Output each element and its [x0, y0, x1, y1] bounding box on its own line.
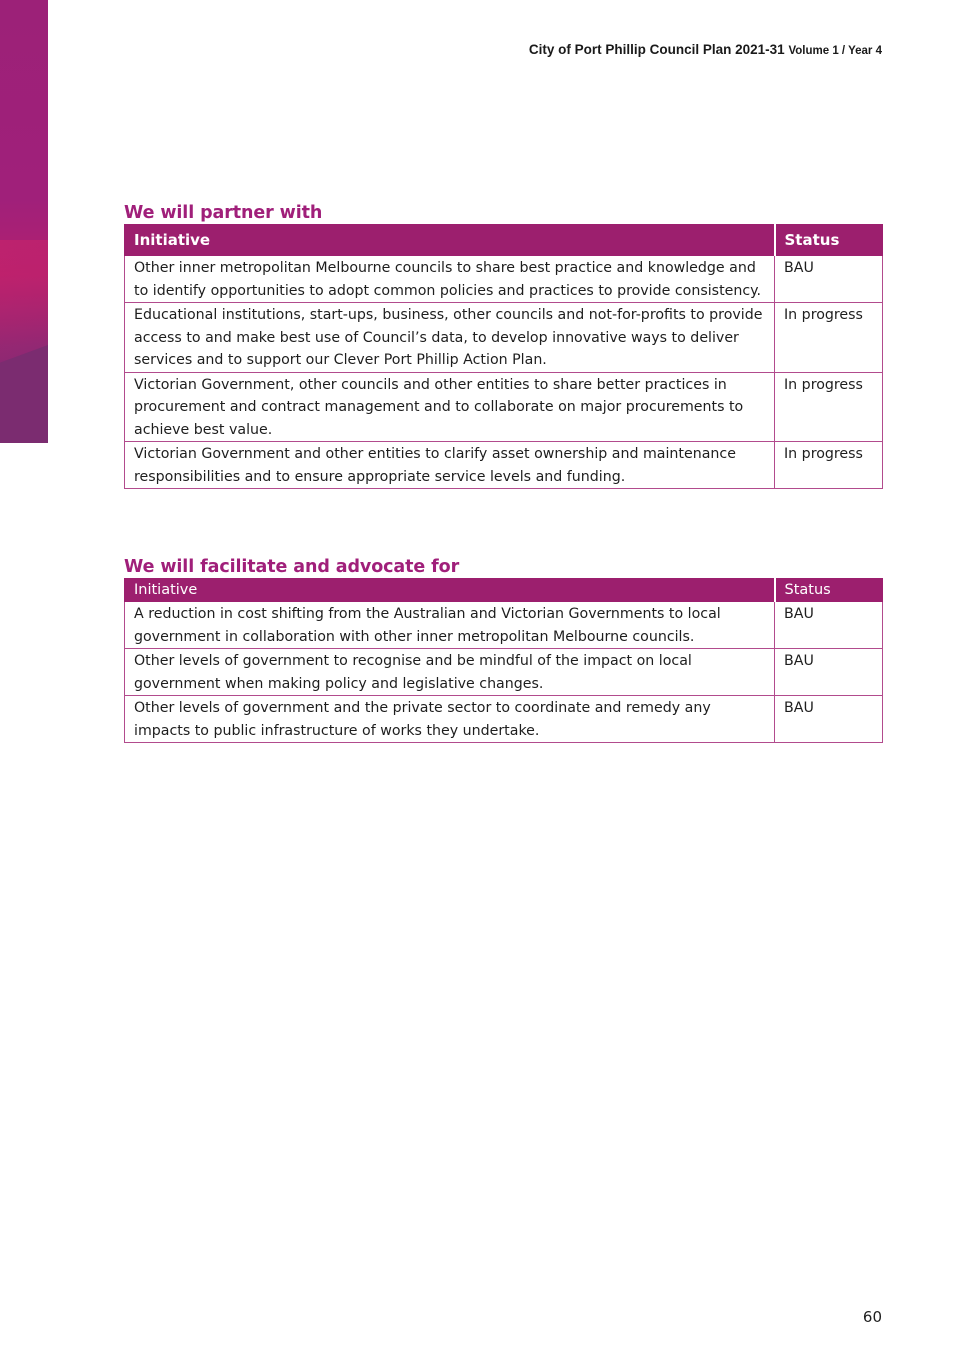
- status-column-header: Status: [775, 225, 883, 256]
- table-header-row: [125, 579, 883, 602]
- side-band-facet: [0, 240, 48, 360]
- status-cell: In progress: [775, 303, 883, 373]
- table-header-row: [125, 225, 883, 256]
- initiative-cell: Other inner metropolitan Melbourne councils to share best practice and knowledge and to identify opportunities to adopt common policies and practices to provide consistency.: [125, 256, 775, 303]
- status-cell: BAU: [775, 256, 883, 303]
- initiative-cell: Victorian Government and other entities to clarify asset ownership and maintenance responsibilities and to ensure appropriate service levels and funding.: [125, 442, 775, 489]
- initiative-column-header: Initiative: [125, 225, 775, 256]
- advocate-section: [124, 556, 882, 743]
- partner-section: [124, 202, 882, 489]
- status-column-header: Status: [775, 579, 883, 602]
- advocate-table: [124, 578, 883, 743]
- partner-heading: We will partner with: [124, 203, 323, 223]
- decorative-side-band: [0, 0, 48, 443]
- table-row: [125, 303, 883, 373]
- status-cell: In progress: [775, 442, 883, 489]
- initiative-cell: Other levels of government to recognise and be mindful of the impact on local government when making policy and legislative changes.: [125, 649, 775, 696]
- table-row: [125, 256, 883, 303]
- initiative-cell: Victorian Government, other councils and other entities to share better practices in procurement and contract management and to collaborate on major procurements to achieve best value.: [125, 372, 775, 442]
- initiative-cell: Other levels of government and the private sector to coordinate and remedy any impacts to public infrastructure of works they undertake.: [125, 696, 775, 743]
- table-row: [125, 696, 883, 743]
- table-row: [125, 649, 883, 696]
- initiative-cell: A reduction in cost shifting from the Australian and Victorian Governments to local government in collaboration with other inner metropolitan Melbourne councils.: [125, 602, 775, 649]
- table-row: [125, 372, 883, 442]
- document-title: City of Port Phillip Council Plan 2021-31: [528, 42, 785, 57]
- advocate-heading: We will facilitate and advocate for: [124, 557, 460, 577]
- volume-label: Volume 1 / Year 4: [788, 45, 882, 57]
- partner-table: [124, 224, 883, 489]
- initiative-cell: Educational institutions, start-ups, business, other councils and not-for-profits to provide access to and make best use of Council’s data, to develop innovative ways to deliver services and to support our Clever Port Phillip Action Plan.: [125, 303, 775, 373]
- status-cell: BAU: [775, 602, 883, 649]
- initiative-column-header: Initiative: [125, 579, 775, 602]
- page-number: 60: [862, 1308, 882, 1326]
- status-cell: BAU: [775, 696, 883, 743]
- running-header: [529, 42, 882, 57]
- status-cell: BAU: [775, 649, 883, 696]
- table-row: [125, 602, 883, 649]
- status-cell: In progress: [775, 372, 883, 442]
- table-row: [125, 442, 883, 489]
